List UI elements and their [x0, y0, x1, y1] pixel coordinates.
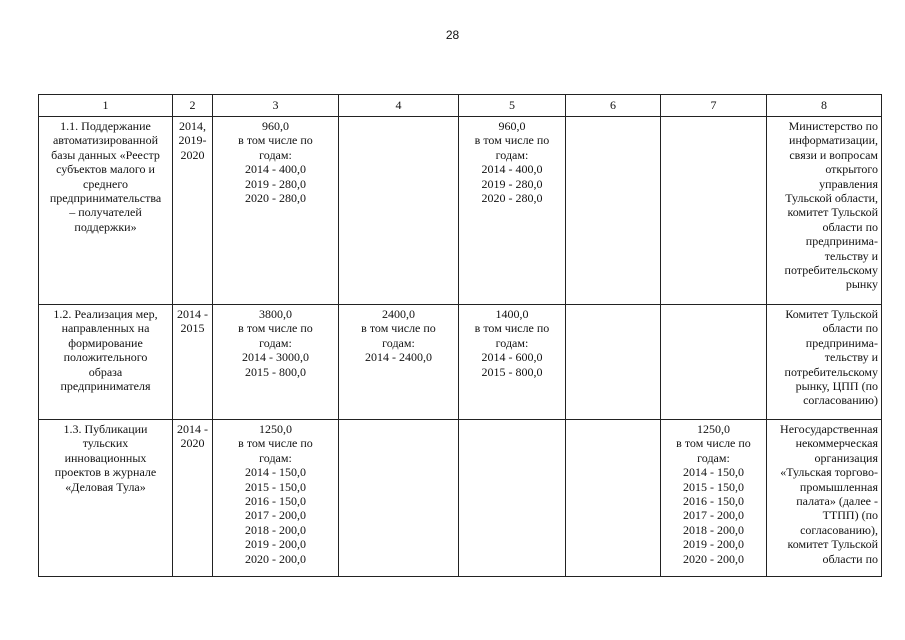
column-6-cell [566, 117, 661, 305]
cell-text-line: комитет Тульской [787, 205, 878, 220]
cell-text-line: в том числе по [474, 133, 550, 148]
cell-text-line: годам: [259, 335, 292, 350]
cell-text-line: 2014 - 600,0 [481, 350, 543, 365]
cell-text-line: предпринимательства [49, 191, 162, 206]
cell-text-line: проектов в журнале [54, 465, 157, 480]
cell-text-line: 2019 - 200,0 [245, 537, 306, 552]
cell-text-line: в том числе по [238, 436, 313, 451]
program-activities-table [38, 94, 882, 577]
total-funding-cell [213, 420, 339, 577]
col-header-8: 8 [767, 95, 882, 117]
cell-text-line: 1250,0 [697, 422, 730, 436]
responsible-cell [767, 420, 882, 577]
col-header-5: 5 [459, 95, 566, 117]
cell-text-line: информатизации, [789, 133, 878, 148]
cell-text-line: 2015 - 800,0 [481, 364, 543, 379]
cell-text-line: 2020 [180, 436, 205, 451]
cell-text-line: 2020 - 280,0 [481, 191, 543, 206]
cell-text-line: Негосударственная [780, 422, 878, 436]
cell-text-line: предпринима- [805, 234, 878, 249]
cell-text-line: 2019 - 280,0 [245, 176, 306, 191]
activity-cell [39, 305, 173, 420]
cell-text-line: в том числе по [238, 133, 313, 148]
cell-text-line: инновационных [64, 450, 147, 465]
cell-text-line: 2014 - 150,0 [683, 465, 744, 480]
column-4-cell [339, 117, 459, 305]
cell-text-line: предпринимателя [60, 379, 151, 394]
col-header-4: 4 [339, 95, 459, 117]
cell-text-line: среднего [83, 176, 128, 191]
total-funding-cell [213, 117, 339, 305]
cell-text-line: некоммерческая [795, 436, 878, 451]
cell-text-line: предпринима- [805, 335, 878, 350]
responsible-cell [767, 117, 882, 305]
period-cell [173, 420, 213, 577]
cell-text-line: 2020 - 200,0 [683, 551, 744, 566]
cell-text-line: субъектов малого и [56, 162, 155, 177]
cell-text-line: 2020 - 200,0 [245, 551, 306, 566]
period-cell [173, 117, 213, 305]
cell-text-line: потребительскому [784, 263, 878, 278]
cell-text-line: согласованию) [803, 393, 878, 408]
cell-text-line: в том числе по [474, 321, 550, 336]
cell-text-line: организация [814, 450, 878, 465]
cell-text-line: 2014 - [177, 422, 208, 436]
cell-text-line: 2016 - 150,0 [245, 494, 306, 509]
cell-text-line: области по [822, 219, 878, 234]
cell-text-line: 2015 - 150,0 [683, 479, 744, 494]
table-body [39, 117, 882, 577]
cell-text-line: 2014 - 400,0 [245, 162, 306, 177]
column-4-cell [339, 305, 459, 420]
column-5-cell [459, 420, 566, 577]
cell-text-line: 2020 [180, 147, 205, 162]
cell-text-line: автоматизированной [52, 133, 158, 148]
cell-text-line: управления [819, 176, 878, 191]
cell-text-line: – получателей [69, 205, 142, 220]
cell-text-line: 2015 [180, 321, 205, 336]
cell-text-line: положительного [63, 350, 148, 365]
cell-text-line: «Деловая Тула» [65, 479, 146, 494]
column-7-cell [661, 117, 767, 305]
cell-text-line: 2017 - 200,0 [245, 508, 306, 523]
period-cell [173, 305, 213, 420]
col-header-6: 6 [566, 95, 661, 117]
cell-text-line: открытого [825, 162, 878, 177]
cell-text-line: в том числе по [361, 321, 436, 336]
cell-text-line: 1250,0 [259, 422, 292, 436]
cell-text-line: 3800,0 [259, 307, 292, 321]
cell-text-line: палата» (далее - [796, 494, 878, 509]
cell-text-line: 2014 - 400,0 [481, 162, 543, 177]
cell-text-line: 1400,0 [495, 307, 529, 321]
cell-text-line: 960,0 [262, 119, 289, 133]
cell-text-line: связи и вопросам [789, 147, 878, 162]
cell-text-line: 2018 - 200,0 [245, 522, 306, 537]
col-header-7: 7 [661, 95, 767, 117]
activity-cell [39, 420, 173, 577]
cell-text-line: области по [822, 321, 878, 336]
col-header-1: 1 [39, 95, 173, 117]
cell-text-line: согласованию), [800, 522, 878, 537]
cell-text-line: 2019- [178, 133, 207, 148]
cell-text-line: 2016 - 150,0 [683, 494, 744, 509]
cell-text-line: 960,0 [498, 119, 526, 133]
cell-text-line: годам: [495, 147, 529, 162]
cell-text-line: образа [88, 364, 123, 379]
cell-text-line: промышленная [799, 479, 878, 494]
col-header-3: 3 [213, 95, 339, 117]
cell-text-line: 1.1. Поддержание [60, 119, 151, 133]
cell-text-line: годам: [259, 147, 292, 162]
cell-text-line: 2015 - 800,0 [245, 364, 306, 379]
table-row [39, 117, 882, 305]
cell-text-line: тельству и [824, 248, 878, 263]
cell-text-line: 2014 - 3000,0 [242, 350, 309, 365]
header-row [39, 95, 882, 117]
cell-text-line: в том числе по [676, 436, 751, 451]
cell-text-line: поддержки» [74, 219, 137, 234]
cell-text-line: формирование [68, 335, 143, 350]
cell-text-line: «Тульская торгово- [780, 465, 878, 480]
cell-text-line: 1.3. Публикации [63, 422, 148, 436]
cell-text-line: 2018 - 200,0 [683, 522, 744, 537]
cell-text-line: Министерство по [788, 119, 878, 133]
column-4-cell [339, 420, 459, 577]
cell-text-line: годам: [259, 450, 292, 465]
cell-text-line: ТТПП) (по [822, 508, 878, 523]
cell-text-line: 2017 - 200,0 [683, 508, 744, 523]
cell-text-line: в том числе по [238, 321, 313, 336]
cell-text-line: потребительскому [784, 364, 878, 379]
page-number: 28 [445, 28, 460, 42]
cell-text-line: годам: [382, 335, 415, 350]
column-5-cell [459, 117, 566, 305]
cell-text-line: направленных на [61, 321, 150, 336]
column-5-cell [459, 305, 566, 420]
column-7-cell [661, 305, 767, 420]
cell-text-line: 2019 - 280,0 [481, 176, 543, 191]
cell-text-line: тельству и [824, 350, 878, 365]
cell-text-line: области по [822, 551, 878, 566]
cell-text-line: 2014, [179, 119, 206, 133]
cell-text-line: 2019 - 200,0 [683, 537, 744, 552]
cell-text-line: Комитет Тульской [785, 307, 878, 321]
cell-text-line: Тульской области, [785, 191, 878, 206]
cell-text-line: рынку, ЦПП (по [795, 379, 878, 394]
cell-text-line: комитет Тульской [787, 537, 878, 552]
total-funding-cell [213, 305, 339, 420]
column-6-cell [566, 305, 661, 420]
table-row [39, 305, 882, 420]
responsible-cell [767, 305, 882, 420]
cell-text-line: 2020 - 280,0 [245, 191, 306, 206]
cell-text-line: 2014 - 2400,0 [365, 350, 432, 365]
col-header-2: 2 [173, 95, 213, 117]
cell-text-line: 2015 - 150,0 [245, 479, 306, 494]
activity-cell [39, 117, 173, 305]
column-6-cell [566, 420, 661, 577]
column-7-cell [661, 420, 767, 577]
cell-text-line: 2014 - [177, 307, 208, 321]
table-row [39, 420, 882, 577]
cell-text-line: годам: [495, 335, 529, 350]
cell-text-line: базы данных «Реестр [51, 147, 160, 162]
cell-text-line: годам: [697, 450, 730, 465]
cell-text-line: 2400,0 [382, 307, 415, 321]
cell-text-line: рынку [845, 277, 878, 292]
cell-text-line: 1.2. Реализация мер, [53, 307, 158, 321]
cell-text-line: 2014 - 150,0 [245, 465, 306, 480]
cell-text-line: тульских [82, 436, 129, 451]
